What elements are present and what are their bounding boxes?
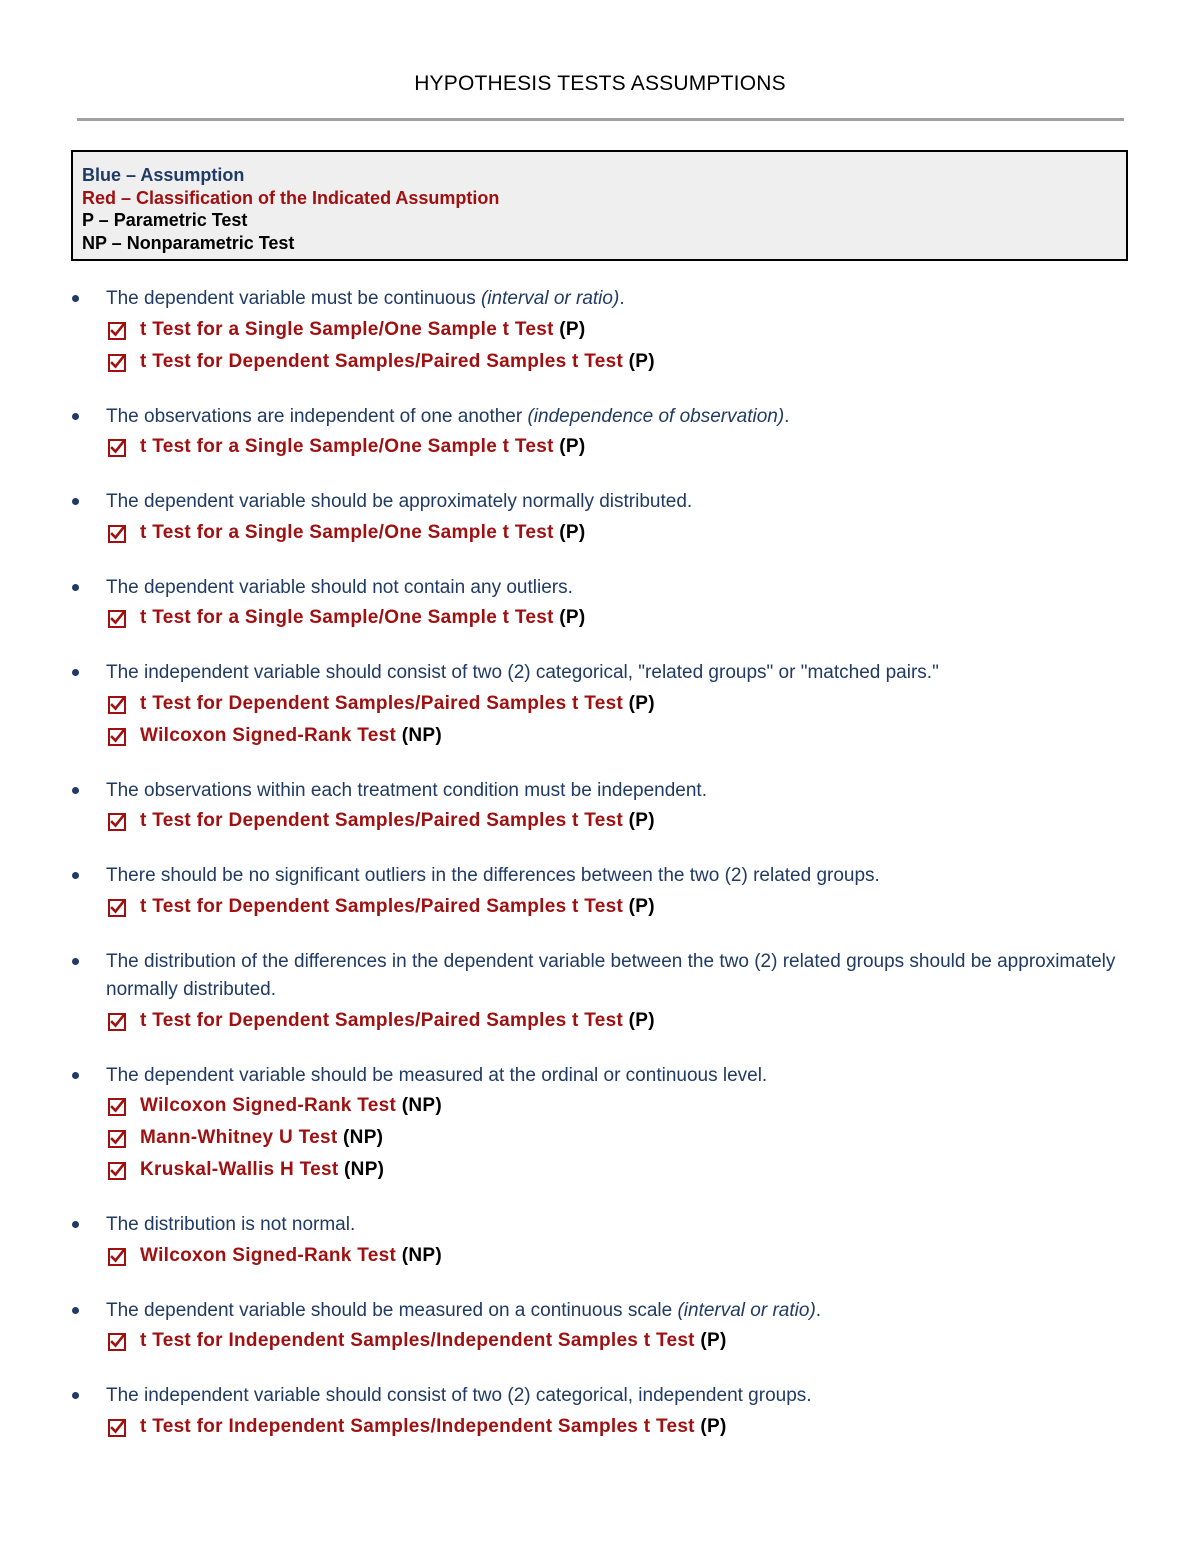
test-name-text: t Test for Dependent Samples/Paired Samples t Test [140, 692, 624, 714]
checkbox-checked-icon [108, 1128, 126, 1146]
list-item [0, 488, 1200, 549]
checkbox-checked-icon [108, 811, 126, 829]
assumption-text [106, 1062, 1132, 1091]
assumption-text-end: . [619, 288, 625, 309]
test-name-text: t Test for a Single Sample/One Sample t Test [140, 607, 554, 628]
list-item [0, 948, 1200, 1037]
test-classification [106, 688, 1132, 720]
bullet-icon [72, 872, 79, 879]
assumption-text-main: The distribution is not normal. [106, 1214, 356, 1235]
assumption-text-main: There should be no significant outliers in the differences between the two (2) related groups. [106, 865, 880, 886]
assumption-text [106, 659, 1132, 688]
test-classification [106, 314, 1132, 346]
test-classification [106, 891, 1132, 923]
assumption-text-main: The dependent variable should not contain any outliers. [106, 576, 573, 598]
assumption-text-end: . [815, 1299, 822, 1321]
test-type-label: (P) [694, 1415, 727, 1437]
bullet-icon [72, 413, 79, 420]
test-name [140, 1240, 442, 1272]
test-name-text: t Test for Independent Samples/Independent Samples t Test [140, 1330, 695, 1351]
list-item [0, 403, 1200, 464]
test-classification [106, 1122, 1132, 1154]
assumption-text-italic: (independence of observation) [527, 405, 785, 427]
legend-nonparametric: NP – Nonparametric Test [82, 232, 295, 253]
test-classification [106, 431, 1132, 463]
test-name [140, 1325, 727, 1357]
test-name-text: Kruskal-Wallis H Test [140, 1159, 339, 1180]
test-name [140, 891, 655, 923]
test-type-label: (P) [623, 350, 655, 372]
assumption-text-italic: (interval or ratio) [480, 288, 620, 309]
checkbox-checked-icon [108, 897, 126, 915]
checkbox-checked-icon [108, 1011, 126, 1029]
bullet-icon [72, 584, 79, 591]
assumption-text-main: The dependent variable should be measured on a continuous scale [106, 1299, 678, 1321]
list-item [0, 777, 1200, 838]
checkbox-checked-icon [108, 608, 126, 626]
test-classification [106, 720, 1132, 752]
assumption-text [106, 1211, 1132, 1240]
test-type-label: (P) [553, 607, 586, 628]
test-name-text: t Test for Independent Samples/Independent Samples t Test [140, 1415, 695, 1437]
test-classification [106, 1411, 1132, 1443]
test-name-text: t Test for a Single Sample/One Sample t Test [140, 521, 554, 543]
test-classification [106, 805, 1132, 837]
assumption-text-end: . [784, 405, 790, 427]
assumption-text [106, 862, 1132, 891]
assumption-text-main: The independent variable should consist of two (2) categorical, "related groups" or "matched pairs." [106, 662, 939, 683]
test-name-text: Mann-Whitney U Test [140, 1127, 338, 1148]
test-classification [106, 1325, 1132, 1357]
assumption-text-main: The dependent variable should be measured at the ordinal or continuous level. [106, 1064, 768, 1086]
legend-red: Red – Classification of the Indicated Assumption [82, 187, 500, 208]
test-name [140, 314, 586, 346]
checkbox-checked-icon [108, 1246, 126, 1264]
list-item [0, 1211, 1200, 1272]
test-type-label: (P) [623, 1009, 655, 1031]
checkbox-checked-icon [108, 1160, 126, 1178]
checkbox-checked-icon [108, 1417, 126, 1435]
test-type-label: (NP) [396, 1095, 442, 1116]
assumption-text [106, 777, 1132, 806]
assumption-list [0, 285, 1200, 1468]
test-name [140, 1090, 442, 1122]
bullet-icon [72, 295, 79, 302]
bullet-icon [72, 787, 79, 794]
assumption-text-main: The observations within each treatment condition must be independent. [106, 779, 707, 801]
assumption-text-main: The observations are independent of one another [106, 405, 528, 427]
test-name [140, 602, 586, 634]
test-name-text: Wilcoxon Signed-Rank Test [140, 724, 397, 746]
bullet-icon [72, 1392, 79, 1399]
assumption-text [106, 1382, 1132, 1411]
bullet-icon [72, 1307, 79, 1314]
list-item [0, 862, 1200, 923]
test-classification [106, 1005, 1132, 1037]
test-name-text: t Test for Dependent Samples/Paired Samples t Test [140, 810, 624, 831]
test-name [140, 720, 442, 752]
test-classification [106, 346, 1132, 378]
page-title: HYPOTHESIS TESTS ASSUMPTIONS [414, 72, 786, 95]
checkbox-checked-icon [108, 726, 126, 744]
test-name [140, 1122, 383, 1154]
list-item [0, 285, 1200, 378]
test-classification [106, 1240, 1132, 1272]
test-type-label: (P) [553, 318, 586, 340]
assumption-text [106, 403, 1132, 432]
test-type-label: (P) [623, 692, 655, 714]
assumption-text [106, 285, 1132, 314]
test-name [140, 346, 655, 378]
checkbox-checked-icon [108, 523, 126, 541]
test-type-label: (P) [553, 521, 586, 543]
list-item [0, 1062, 1200, 1187]
test-name [140, 688, 655, 720]
test-name [140, 1411, 727, 1443]
bullet-icon [72, 669, 79, 676]
test-type-label: (NP) [338, 1159, 385, 1180]
test-name-text: Wilcoxon Signed-Rank Test [140, 1095, 397, 1116]
assumption-text-main: The dependent variable must be continuous [106, 288, 481, 309]
test-name-text: t Test for a Single Sample/One Sample t Test [140, 318, 554, 340]
test-name-text: t Test for Dependent Samples/Paired Samples t Test [140, 895, 624, 917]
assumption-text-main: The dependent variable should be approximately normally distributed. [106, 491, 693, 512]
checkbox-checked-icon [108, 437, 126, 455]
checkbox-checked-icon [108, 320, 126, 338]
legend-parametric: P – Parametric Test [82, 210, 248, 230]
checkbox-checked-icon [108, 1331, 126, 1349]
bullet-icon [72, 1072, 79, 1079]
assumption-text [106, 574, 1132, 603]
assumption-text [106, 948, 1132, 1005]
legend-box [71, 150, 1128, 261]
test-classification [106, 517, 1132, 549]
test-type-label: (P) [623, 895, 655, 917]
test-type-label: (P) [623, 810, 655, 831]
list-item [0, 574, 1200, 635]
bullet-icon [72, 1221, 79, 1228]
test-name-text: t Test for Dependent Samples/Paired Samples t Test [140, 1009, 624, 1031]
test-name [140, 517, 586, 549]
list-item [0, 1382, 1200, 1443]
legend-blue: Blue – Assumption [82, 165, 245, 185]
bullet-icon [72, 498, 79, 505]
test-name [140, 431, 586, 463]
list-item [0, 659, 1200, 752]
test-name [140, 1005, 655, 1037]
test-type-label: (NP) [337, 1127, 384, 1148]
test-classification [106, 1090, 1132, 1122]
test-name [140, 805, 655, 837]
assumption-text-italic: (interval or ratio) [677, 1299, 816, 1321]
test-type-label: (P) [694, 1330, 727, 1351]
assumption-text-main: The distribution of the differences in the dependent variable between the two (2) related groups should be approximately normally distributed. [106, 950, 1116, 1000]
test-type-label: (NP) [396, 724, 442, 746]
test-type-label: (NP) [396, 1244, 442, 1266]
list-item [0, 1297, 1200, 1358]
assumption-text [106, 488, 1132, 517]
test-name-text: Wilcoxon Signed-Rank Test [140, 1244, 397, 1266]
test-classification [106, 1154, 1132, 1186]
test-name-text: t Test for a Single Sample/One Sample t Test [140, 436, 554, 457]
assumption-text-main: The independent variable should consist of two (2) categorical, independent groups. [106, 1385, 812, 1406]
assumption-text [106, 1297, 1132, 1326]
checkbox-checked-icon [108, 694, 126, 712]
checkbox-checked-icon [108, 1096, 126, 1114]
checkbox-checked-icon [108, 352, 126, 370]
test-name [140, 1154, 384, 1186]
test-type-label: (P) [553, 436, 586, 457]
test-name-text: t Test for Dependent Samples/Paired Samples t Test [140, 350, 624, 372]
bullet-icon [72, 958, 79, 965]
title-divider [77, 118, 1124, 121]
test-classification [106, 602, 1132, 634]
